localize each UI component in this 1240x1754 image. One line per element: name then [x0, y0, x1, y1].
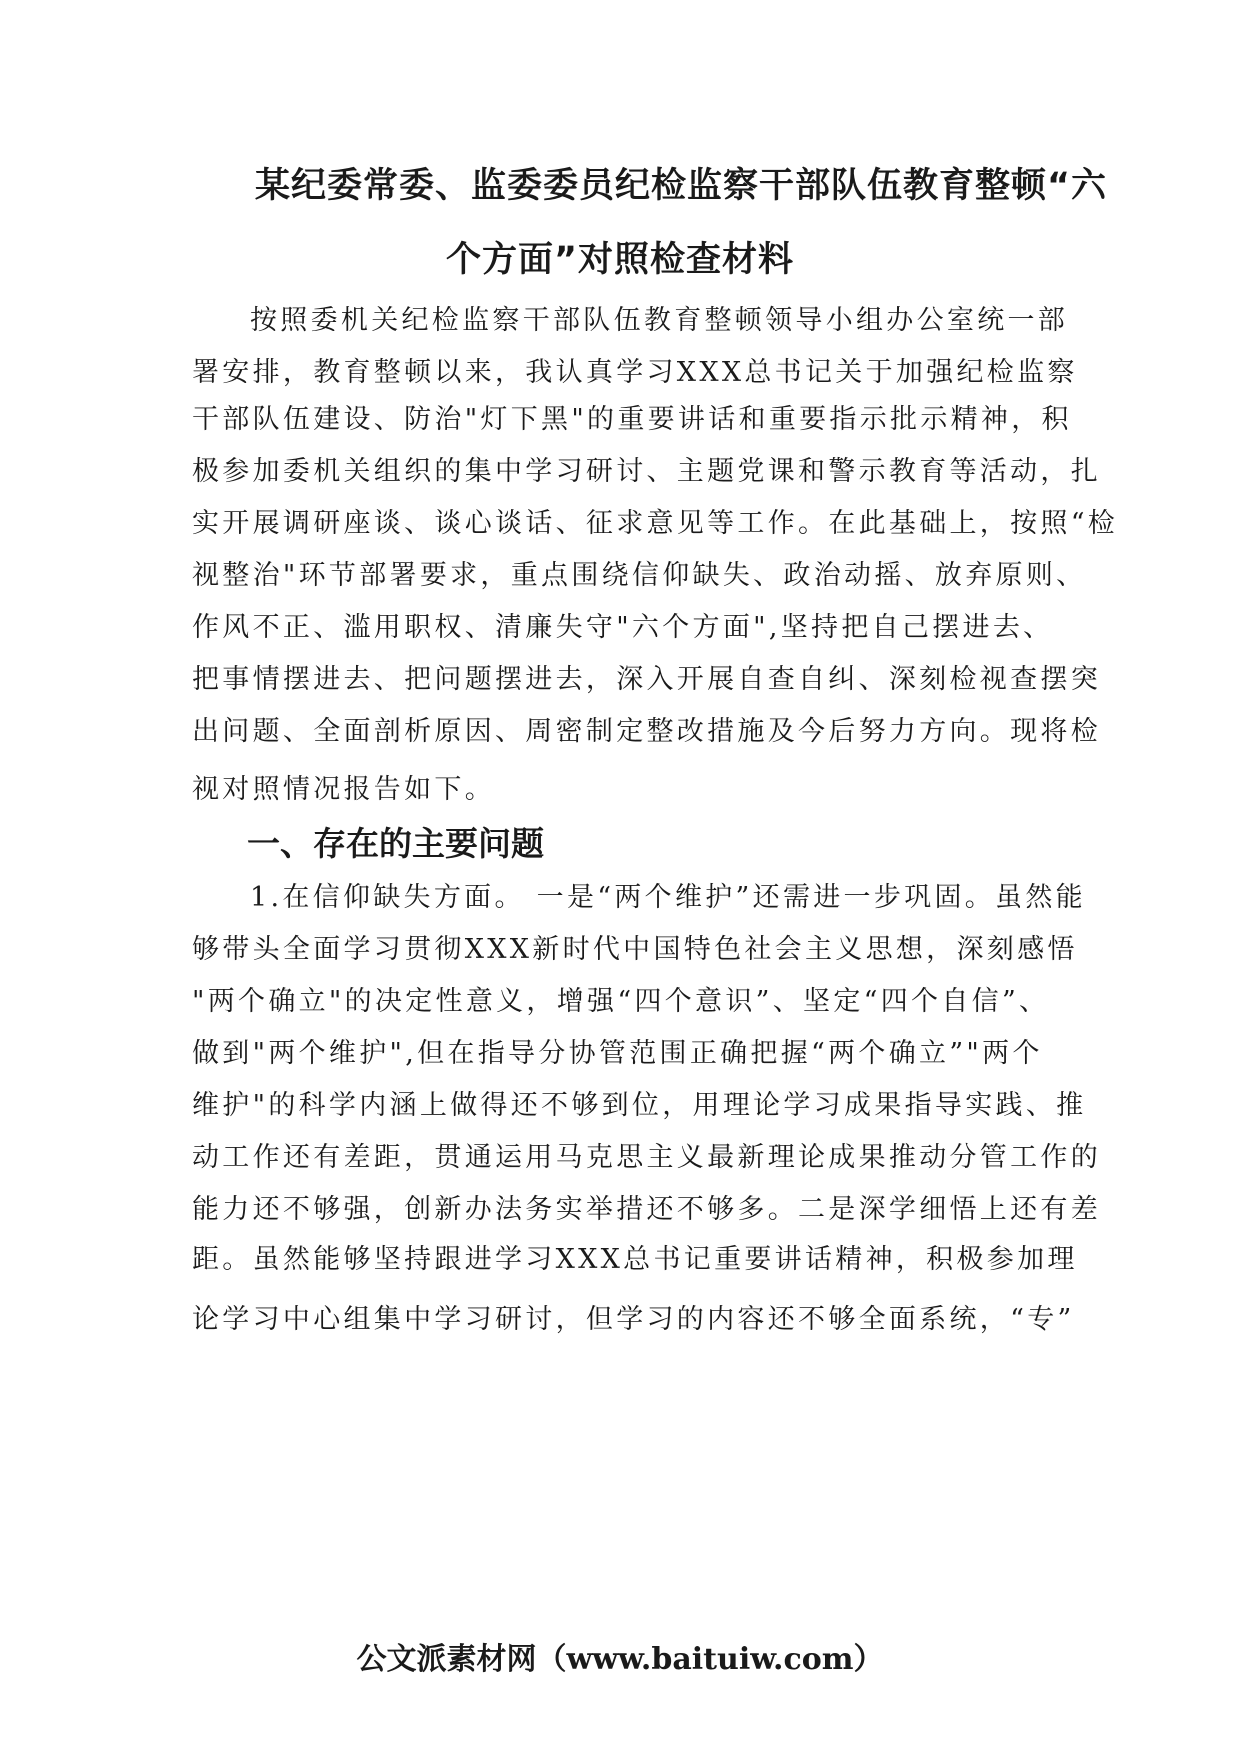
footer-watermark-text: 公文派素材网（www.baituiw.com） [356, 1642, 884, 1677]
intro-line: 干部队伍建设、防治"灯下黑"的重要讲话和重要指示批示精神，积 [192, 404, 1072, 435]
section-line: 能力还不够强，创新办法务实举措还不够多。二是深学细悟上还有差 [192, 1194, 1101, 1225]
intro-line: 把事情摆进去、把问题摆进去，深入开展自查自纠、深刻检视查摆突 [192, 664, 1101, 695]
section-line: 距。虽然能够坚持跟进学习XXX总书记重要讲话精神，积极参加理 [192, 1244, 1078, 1275]
intro-line: 作风不正、滥用职权、清廉失守"六个方面",坚持把自己摆进去、 [192, 612, 1054, 643]
section-line: 维护"的科学内涵上做得还不够到位，用理论学习成果指导实践、推 [192, 1090, 1087, 1121]
section-line: 论学习中心组集中学习研讨，但学习的内容还不够全面系统，“专” [192, 1304, 1075, 1335]
section-line: 做到"两个维护",但在指导分协管范围正确把握“两个确立”"两个 [192, 1038, 1043, 1069]
intro-line: 实开展调研座谈、谈心谈话、征求意见等工作。在此基础上，按照“检 [192, 508, 1119, 539]
intro-line: 极参加委机关组织的集中学习研讨、主题党课和警示教育等活动，扎 [192, 456, 1101, 487]
document-title-line-1: 某纪委常委、监委委员纪检监察干部队伍教育整顿“六 [255, 166, 1108, 206]
intro-line: 署安排，教育整顿以来，我认真学习XXX总书记关于加强纪检监察 [192, 357, 1078, 388]
document-title-line-2: 个方面”对照检查材料 [445, 240, 794, 280]
section-line: 1.在信仰缺失方面。 一是“两个维护”还需进一步巩固。虽然能 [250, 882, 1086, 913]
intro-line: 出问题、全面剖析原因、周密制定整改措施及今后努力方向。现将检 [192, 716, 1101, 747]
section-line: 动工作还有差距，贯通运用马克思主义最新理论成果推动分管工作的 [192, 1142, 1101, 1173]
section-line: "两个确立"的决定性意义，增强“四个意识”、坚定“四个自信”、 [192, 986, 1050, 1017]
section-heading: 一、存在的主要问题 [247, 824, 544, 863]
section-line: 够带头全面学习贯彻XXX新时代中国特色社会主义思想，深刻感悟 [192, 934, 1078, 965]
intro-line: 按照委机关纪检监察干部队伍教育整顿领导小组办公室统一部 [250, 305, 1069, 336]
intro-line: 视整治"环节部署要求，重点围绕信仰缺失、政治动摇、放弃原则、 [192, 560, 1087, 591]
intro-line: 视对照情况报告如下。 [192, 774, 495, 805]
